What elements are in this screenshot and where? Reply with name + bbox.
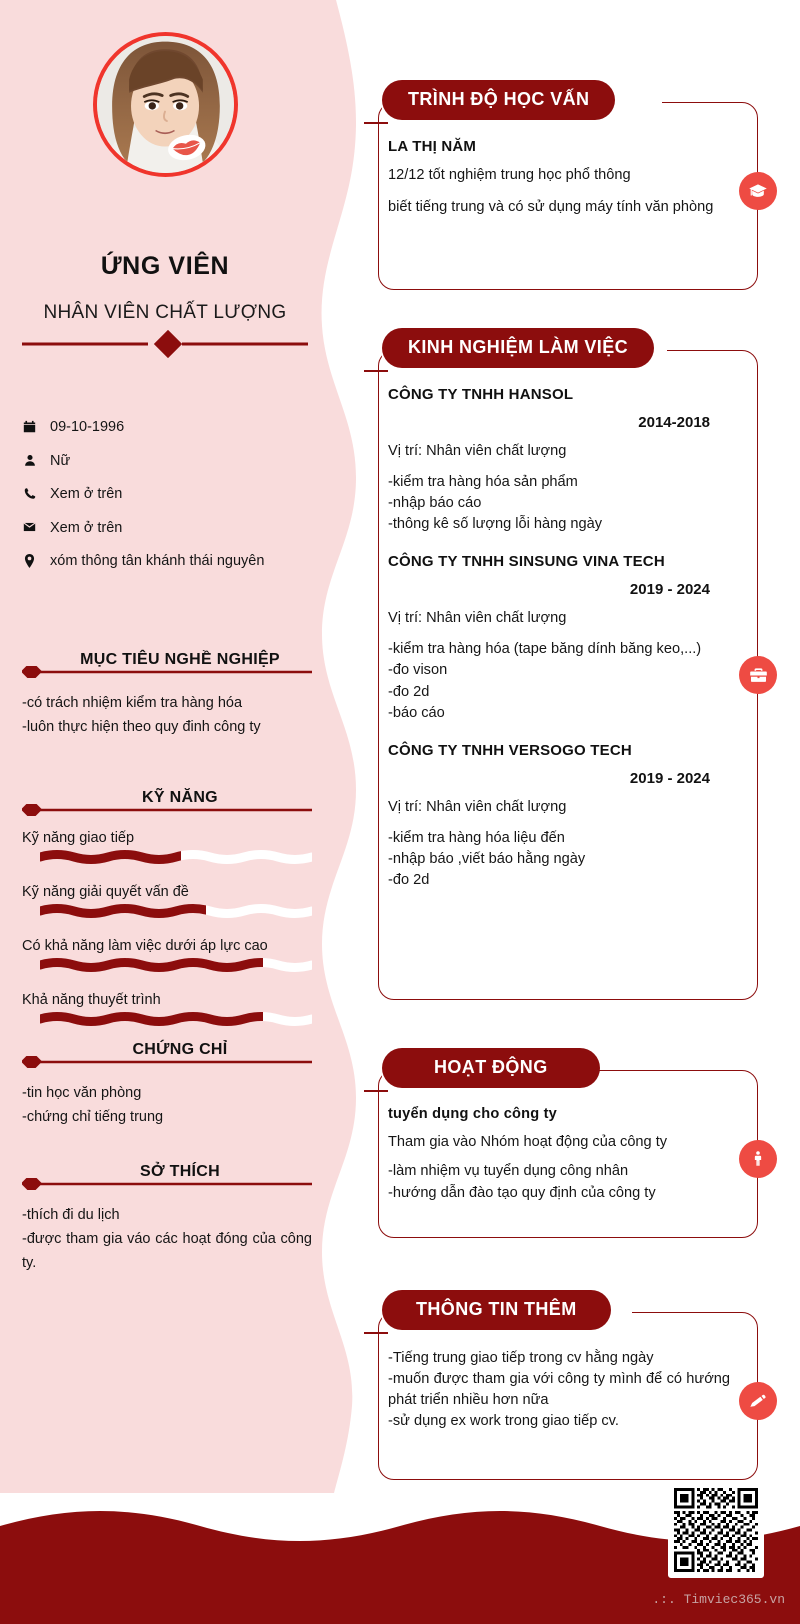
section-title: SỞ THÍCH	[139, 1163, 221, 1180]
activity-line: -làm nhiệm vụ tuyển dụng công nhân	[388, 1162, 629, 1179]
job-entry	[358, 742, 800, 891]
job-duty: -kiểm tra hàng hóa (tape băng dính băng keo,...)	[388, 641, 702, 658]
calendar-icon	[22, 418, 37, 433]
contact-value: Nữ	[50, 452, 71, 469]
section-rule	[22, 804, 312, 816]
section-title: CHỨNG CHỈ	[132, 1041, 228, 1058]
extra-line: -muốn được tham gia với công ty mình để có hướng phát triển nhiều hơn nữa	[388, 1371, 730, 1409]
person-icon	[22, 452, 37, 467]
contact-item-phone[interactable]	[22, 485, 322, 505]
candidate-photo	[97, 36, 234, 173]
job-date: 2019 - 2024	[629, 769, 710, 787]
pill-connector	[364, 1090, 388, 1092]
section-objective	[22, 648, 312, 740]
job-position: Vị trí: Nhân viên chất lượng	[388, 798, 567, 815]
section-experience	[358, 328, 800, 1000]
name-divider	[0, 330, 330, 358]
job-company: CÔNG TY TNHH SINSUNG VINA TECH	[388, 553, 665, 571]
section-hobbies	[22, 1160, 312, 1276]
education-line: 12/12 tốt nghiệm trung học phổ thông	[388, 167, 631, 183]
activities-title: HOẠT ĐỘNG	[382, 1048, 600, 1088]
contact-item-email[interactable]	[22, 519, 322, 539]
job-entry	[358, 386, 800, 535]
job-company: CÔNG TY TNHH HANSOL	[388, 386, 574, 403]
section-certificates	[22, 1038, 312, 1130]
skill-label: Kỹ năng giải quyết vấn đề	[22, 884, 189, 900]
job-duty: -đo 2d	[388, 683, 430, 700]
section-extra-info	[358, 1290, 800, 1480]
contact-value: Xem ở trên	[50, 486, 123, 503]
hobby-line: -thích đi du lịch	[22, 1207, 120, 1223]
education-school: LA THỊ NĂM	[388, 138, 477, 155]
job-duty: -đo 2d	[388, 872, 430, 889]
job-date: 2014-2018	[638, 414, 710, 431]
extra-line: -sử dụng ex work trong giao tiếp cv.	[388, 1413, 619, 1430]
hobbies-body	[22, 1204, 312, 1276]
certificate-line: -chứng chỉ tiếng trung	[22, 1108, 164, 1125]
contact-item-birthdate	[22, 418, 322, 438]
phone-icon	[22, 485, 37, 500]
job-duty: -nhập báo ,viết báo hằng ngày	[388, 850, 586, 867]
job-duty: -báo cáo	[388, 704, 445, 721]
contact-value: xóm thông tân khánh thái nguyên	[50, 553, 265, 570]
skill-bar-3	[40, 1011, 312, 1027]
skill-label: Có khả năng làm việc dưới áp lực cao	[22, 938, 268, 954]
envelope-icon	[22, 519, 37, 533]
skill-row	[22, 938, 312, 978]
left-column	[0, 0, 330, 1493]
objective-line: -luôn thực hiện theo quy đinh công ty	[22, 718, 261, 735]
job-duty: -đo vison	[388, 662, 448, 679]
pill-connector	[364, 122, 388, 124]
location-pin-icon	[22, 552, 37, 568]
qr-code[interactable]	[668, 1482, 764, 1578]
contact-list	[22, 418, 322, 586]
job-position: Vị trí: Nhân viên chất lượng	[388, 610, 567, 627]
skill-bar-0	[40, 849, 312, 865]
section-rule	[22, 666, 312, 678]
skill-row	[22, 830, 312, 870]
skill-row	[22, 992, 312, 1032]
contact-value: 09-10-1996	[50, 419, 125, 435]
avatar	[93, 32, 238, 177]
job-position: Vị trí: Nhân viên chất lượng	[388, 443, 567, 459]
experience-title: KINH NGHIỆM LÀM VIỆC	[382, 328, 654, 368]
contact-item-address	[22, 552, 322, 572]
section-skills	[22, 786, 312, 1032]
extra-line: -Tiếng trung giao tiếp trong cv hằng ngày	[388, 1350, 654, 1366]
contact-value: Xem ở trên	[50, 519, 123, 536]
section-activities	[358, 1048, 800, 1238]
job-duty: -nhập báo cáo	[388, 495, 482, 512]
certificate-line: -tin học văn phòng	[22, 1085, 142, 1101]
pill-connector	[364, 370, 388, 372]
hobby-line: -được tham gia váo các hoạt đóng của công ty.	[22, 1230, 312, 1271]
skill-bar-1	[40, 903, 312, 919]
objective-body	[22, 692, 312, 740]
skill-label: Khả năng thuyết trình	[22, 992, 161, 1008]
job-company: CÔNG TY TNHH VERSOGO TECH	[388, 741, 632, 759]
skill-bar-2	[40, 957, 312, 973]
person-standing-icon	[739, 1140, 777, 1178]
job-duty: -thông kê số lượng lỗi hàng ngày	[388, 516, 603, 533]
section-title: KỸ NĂNG	[142, 789, 218, 806]
graduation-cap-icon	[739, 172, 777, 210]
brand-watermark: .:. Timviec365.vn	[652, 1592, 785, 1607]
activity-line: -hướng dẫn đào tạo quy định của công ty	[388, 1184, 656, 1201]
page-title: ỨNG VIÊN	[100, 252, 230, 280]
pen-icon	[739, 1382, 777, 1420]
extra-title: THÔNG TIN THÊM	[382, 1290, 611, 1330]
pill-connector	[364, 1332, 388, 1334]
education-line: biết tiếng trung và có sử dụng máy tính văn phòng	[388, 198, 714, 215]
job-duty: -kiểm tra hàng hóa liệu đến	[388, 829, 565, 846]
certificates-body	[22, 1082, 312, 1130]
objective-line: -có trách nhiệm kiểm tra hàng hóa	[22, 695, 243, 711]
contact-item-gender	[22, 452, 322, 472]
section-rule	[22, 1178, 312, 1190]
qr-code-image	[674, 1488, 758, 1572]
education-title: TRÌNH ĐỘ HỌC VẤN	[382, 80, 615, 120]
section-rule	[22, 1056, 312, 1068]
job-title: NHÂN VIÊN CHẤT LƯỢNG	[43, 302, 287, 323]
skill-row	[22, 884, 312, 924]
briefcase-icon	[739, 656, 777, 694]
job-entry	[358, 553, 800, 724]
activity-line: Tham gia vào Nhóm hoạt động của công ty	[388, 1134, 668, 1150]
activity-heading: tuyển dụng cho công ty	[388, 1106, 557, 1122]
skill-label: Kỹ năng giao tiếp	[22, 830, 135, 846]
job-date: 2019 - 2024	[629, 581, 710, 599]
section-education	[358, 80, 800, 290]
section-title: MỤC TIÊU NGHỀ NGHIỆP	[80, 651, 280, 668]
job-duty: -kiểm tra hàng hóa sản phẩm	[388, 473, 578, 490]
